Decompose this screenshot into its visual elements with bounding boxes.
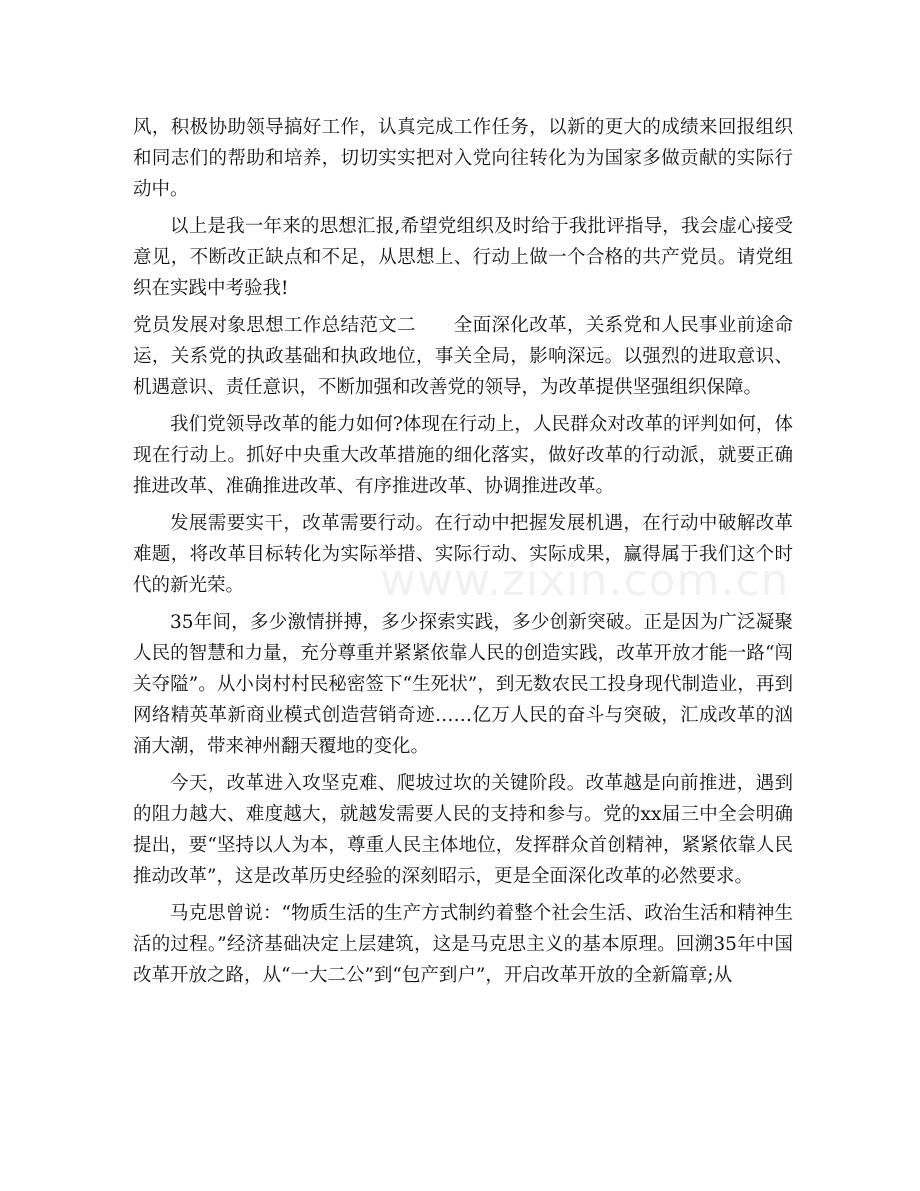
paragraph-summary: 以上是我一年来的思想汇报,希望党组织及时给于我批评指导，我会虚心接受意见，不断改正缺点和不足，从思想上、行动上做一个合格的共产党员。请党组织在实践中考验我! xyxy=(133,216,793,299)
paragraph-section-title: 党员发展对象思想工作总结范文二 全面深化改革，关系党和人民事业前途命运，关系党的执政基础和执政地位，事关全局，影响深远。以强烈的进取意识、机遇意识、责任意识，不断加强和改善党的领导，为改革提供坚强组织保障。 xyxy=(133,315,793,398)
paragraph-body: 发展需要实干，改革需要行动。在行动中把握发展机遇，在行动中破解改革难题，将改革目标转化为实际举措、实际行动、实际成果，赢得属于我们这个时代的新光荣。 xyxy=(133,513,793,596)
paragraph-body: 35年间，多少激情拼搏，多少探索实践，多少创新突破。正是因为广泛凝聚人民的智慧和力量，充分尊重并紧紧依靠人民的创造实践，改革开放才能一路“闯关夺隘”。从小岗村村民秘密签下“生死状”，到无数农民工投身现代制造业，再到网络精英革新商业模式创造营销奇迹……亿万人民的奋斗与突破，汇成改革的汹涌大潮，带来神州翻天覆地的变化。 xyxy=(133,612,793,757)
paragraph-body: 今天，改革进入攻坚克难、爬坡过坎的关键阶段。改革越是向前推进，遇到的阻力越大、难度越大，就越发需要人民的支持和参与。党的xx届三中全会明确提出，要“坚持以人为本，尊重人民主体地位，发挥群众首创精神，紧紧依靠人民推动改革”，这是改革历史经验的深刻昭示，更是全面深化改革的必然要求。 xyxy=(133,773,793,887)
document-body xyxy=(133,112,793,997)
paragraph-continuation: 风，积极协助领导搞好工作，认真完成工作任务，以新的更大的成绩来回报组织和同志们的帮助和培养，切切实实把对入党向往转化为为国家多做贡献的实际行动中。 xyxy=(133,117,793,200)
paragraph-body: 马克思曾说：“物质生活的生产方式制约着整个社会生活、政治生活和精神生活的过程。”经济基础决定上层建筑，这是马克思主义的基本原理。回溯35年中国改革开放之路，从“一大二公”到“包产到户”，开启改革开放的全新篇章;从 xyxy=(133,903,793,986)
watermark: www.zixin.com.cn xyxy=(380,555,790,606)
paragraph-body: 我们党领导改革的能力如何?体现在行动上，人民群众对改革的评判如何，体现在行动上。抓好中央重大改革措施的细化落实，做好改革的行动派，就要正确推进改革、准确推进改革、有序推进改革、协调推进改革。 xyxy=(133,414,793,497)
